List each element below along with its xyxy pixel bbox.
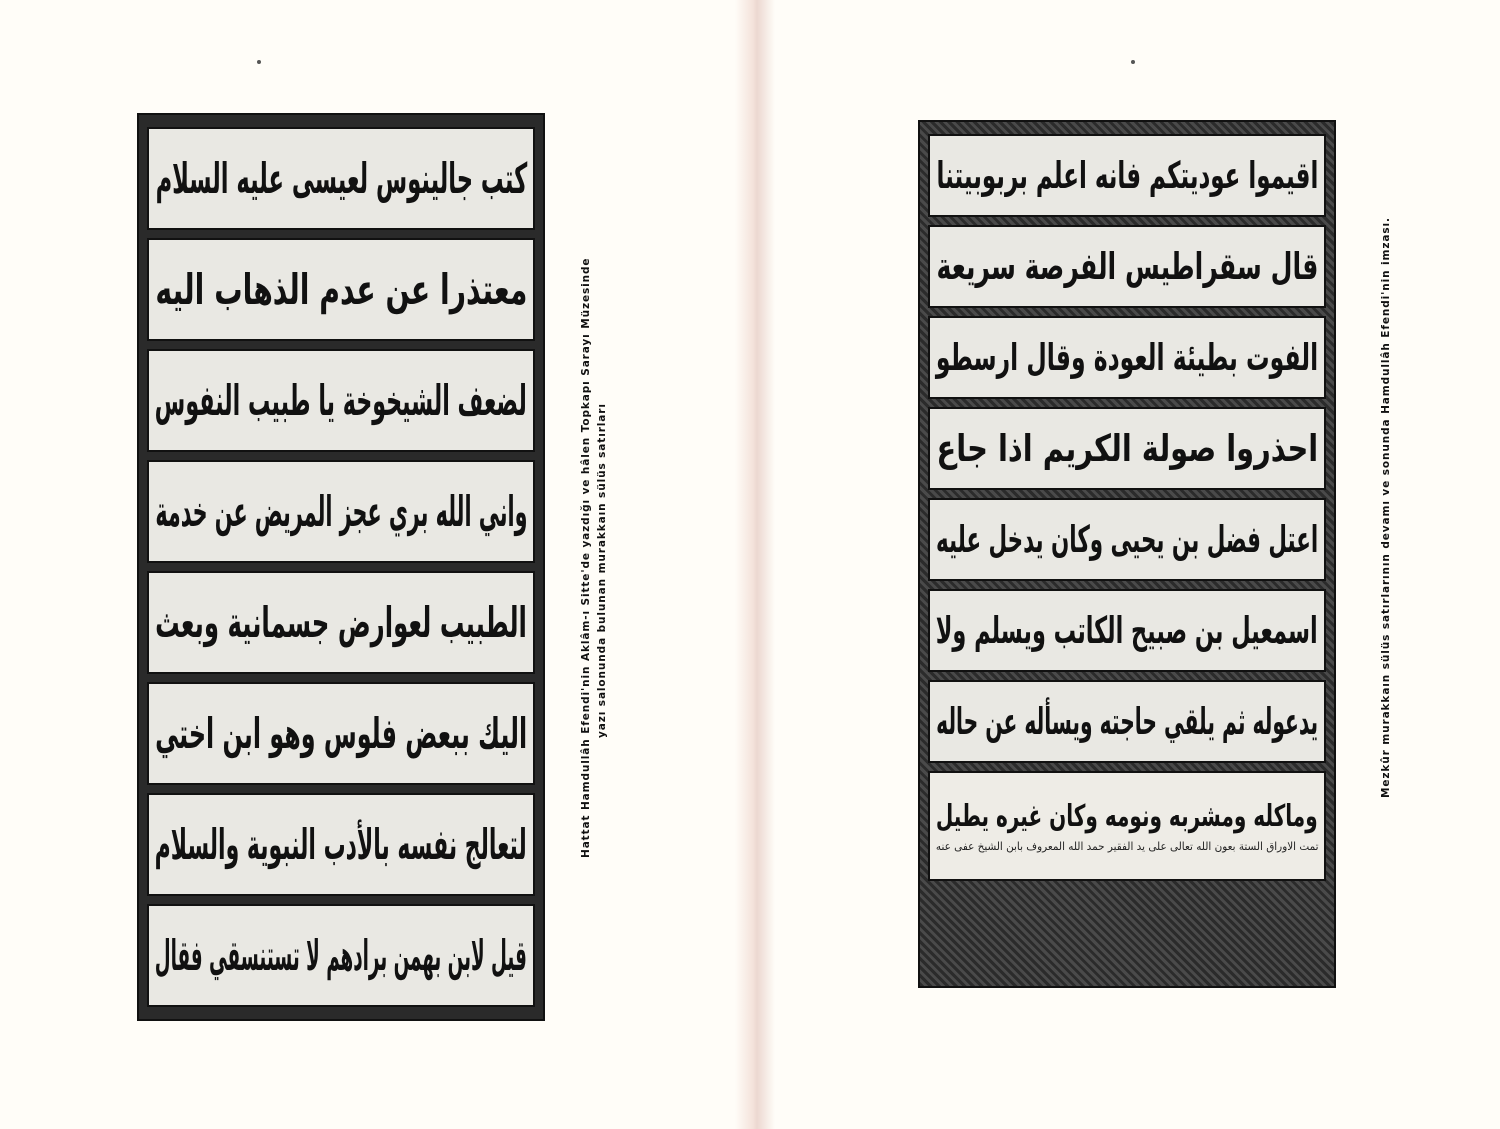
calligraphy-text: اقيموا عوديتكم فانه اعلم بربوبيتنا bbox=[936, 154, 1318, 197]
calligraphy-text: احذروا صولة الكريم اذا جاع bbox=[936, 427, 1318, 470]
right-calligraphy-plate bbox=[918, 120, 1336, 988]
calligraphy-line bbox=[147, 127, 535, 230]
calligraphy-line bbox=[928, 589, 1326, 672]
calligraphy-line bbox=[147, 682, 535, 785]
calligraphy-line bbox=[147, 571, 535, 674]
calligraphy-line bbox=[147, 238, 535, 341]
calligraphy-line bbox=[147, 904, 535, 1007]
calligraphy-line bbox=[928, 407, 1326, 490]
left-caption-line-1: Hattat Hamdullâh Efendi'nin Aklâm-ı Sitte'de yazdığı ve hâlen Topkapı Sarayı Müzesinde bbox=[580, 257, 592, 858]
calligraphy-line bbox=[928, 680, 1326, 763]
calligraphy-text: معتذرا عن عدم الذهاب اليه bbox=[155, 265, 527, 314]
signature-text: تمت الاوراق الستة بعون الله تعالى على يد الفقير حمد الله المعروف بابن الشيخ عفى عنه bbox=[935, 840, 1319, 853]
page-speck bbox=[1131, 60, 1135, 64]
calligraphy-text: يدعوله ثم يلقي حاجته ويسأله عن حاله bbox=[936, 700, 1319, 743]
calligraphy-text: قال سقراطيس الفرصة سريعة bbox=[936, 245, 1318, 288]
calligraphy-line bbox=[928, 134, 1326, 217]
calligraphy-text: واني الله بري عجز المريض عن خدمة bbox=[154, 487, 528, 536]
calligraphy-text: اليك ببعض فلوس وهو ابن اختي bbox=[154, 709, 528, 758]
calligraphy-text: الطبيب لعوارض جسمانية وبعث bbox=[155, 598, 527, 647]
calligraphy-line bbox=[147, 349, 535, 452]
calligraphy-line bbox=[147, 793, 535, 896]
calligraphy-text: قيل لابن بهمن برادهم لا تستنسقي فقال bbox=[154, 931, 528, 980]
book-gutter bbox=[735, 0, 775, 1129]
calligraphy-text: كتب جالينوس لعيسى عليه السلام bbox=[155, 154, 527, 203]
calligraphy-text: اعتل فضل بن يحيى وكان يدخل عليه bbox=[935, 518, 1319, 561]
left-calligraphy-plate bbox=[137, 113, 545, 1021]
calligraphy-line bbox=[928, 316, 1326, 399]
page-speck bbox=[257, 60, 261, 64]
calligraphy-text: لضعف الشيخوخة يا طبيب النفوس bbox=[154, 376, 528, 425]
signature-panel bbox=[928, 771, 1326, 881]
calligraphy-line bbox=[147, 460, 535, 563]
calligraphy-text: اسمعيل بن صبيح الكاتب ويسلم ولا bbox=[936, 609, 1318, 652]
left-caption-line-2: yazı salonunda bulunan murakkaın sülüs satırları bbox=[596, 403, 608, 738]
right-caption: Mezkûr murakkaın sülüs satırlarının devamı ve sonunda Hamdullâh Efendi'nin imzası. bbox=[1380, 217, 1392, 798]
calligraphy-text: وماكله ومشربه ونومه وكان غيره يطيل bbox=[936, 799, 1318, 834]
calligraphy-line bbox=[928, 498, 1326, 581]
calligraphy-line bbox=[928, 225, 1326, 308]
calligraphy-text: لتعالج نفسه بالأدب النبوية والسلام bbox=[154, 820, 528, 869]
calligraphy-text: الفوت بطيئة العودة وقال ارسطو bbox=[935, 336, 1319, 379]
